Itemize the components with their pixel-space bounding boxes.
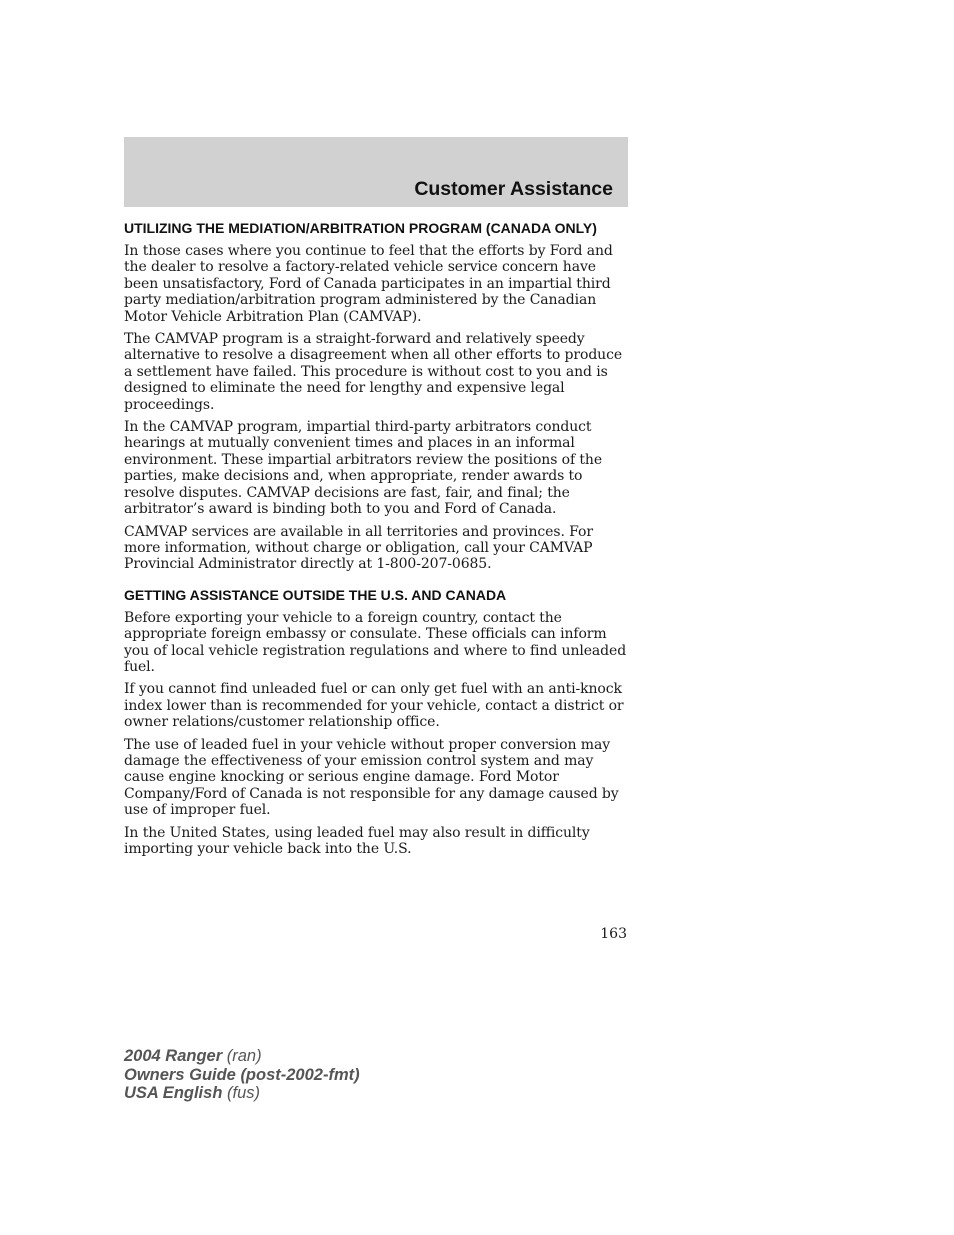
footer-line-language bbox=[124, 1084, 360, 1103]
section-mediation bbox=[124, 220, 630, 573]
paragraph: The CAMVAP program is a straight-forward and relatively speedy alternative to resolve a disagreement when all other efforts to produce a settlement have failed. This procedure is without cost to you and is designed to eliminate the need for lengthy and expensive legal proceedings. bbox=[124, 331, 623, 413]
paragraph: Before exporting your vehicle to a foreign country, contact the appropriate foreign embassy or consulate. These officials can inform you of local vehicle registration regulations and where to find unleaded fuel. bbox=[124, 609, 627, 675]
footer-language-code: (fus) bbox=[227, 1084, 260, 1102]
paragraph: In the United States, using leaded fuel may also result in difficulty importing your vehicle back into the U.S. bbox=[124, 824, 590, 857]
section-header-band bbox=[124, 137, 628, 207]
section-heading: UTILIZING THE MEDIATION/ARBITRATION PROGRAM (CANADA ONLY) bbox=[124, 220, 597, 236]
footer-language: USA English bbox=[124, 1084, 223, 1102]
paragraph: In the CAMVAP program, impartial third-party arbitrators conduct hearings at mutually convenient times and places in an informal environment. These impartial arbitrators review the positions of the parties, make decisions and, when appropriate, render awards to resolve disputes. CAMVAP decisions are fast, fair, and final; the arbitrator’s award is binding both to you and Ford of Canada. bbox=[124, 419, 603, 518]
footer-model-code: (ran) bbox=[226, 1047, 262, 1065]
paragraph: CAMVAP services are available in all territories and provinces. For more information, without charge or obligation, call your CAMVAP Provincial Administrator directly at 1-800-207-0685. bbox=[124, 523, 593, 573]
footer-line-guide bbox=[124, 1066, 360, 1085]
footer-guide: Owners Guide (post-2002-fmt) bbox=[124, 1065, 360, 1084]
paragraph: If you cannot find unleaded fuel or can only get fuel with an anti-knock index lower than is recommended for your vehicle, contact a district or owner relations/customer relationship office. bbox=[124, 681, 624, 731]
page-number: 163 bbox=[600, 926, 627, 942]
paragraph: In those cases where you continue to feel that the efforts by Ford and the dealer to resolve a factory-related vehicle service concern have been unsatisfactory, Ford of Canada participates in an impartial third party mediation/arbitration program administered by the Canadian Motor Vehicle Arbitration Plan (CAMVAP). bbox=[124, 243, 613, 325]
paragraph: The use of leaded fuel in your vehicle without proper conversion may damage the effectiveness of your emission control system and may cause engine knocking or serious engine damage. Ford Motor Company/Ford of Canada is not responsible for any damage caused by use of improper fuel. bbox=[124, 736, 619, 819]
page-content bbox=[124, 220, 630, 863]
footer-model: 2004 Ranger bbox=[124, 1047, 223, 1065]
section-heading: GETTING ASSISTANCE OUTSIDE THE U.S. AND CANADA bbox=[124, 586, 507, 603]
section-title: Customer Assistance bbox=[414, 178, 613, 200]
section-outside-assistance bbox=[124, 587, 630, 858]
footer-line-model bbox=[124, 1047, 360, 1066]
document-footer bbox=[124, 1047, 360, 1103]
